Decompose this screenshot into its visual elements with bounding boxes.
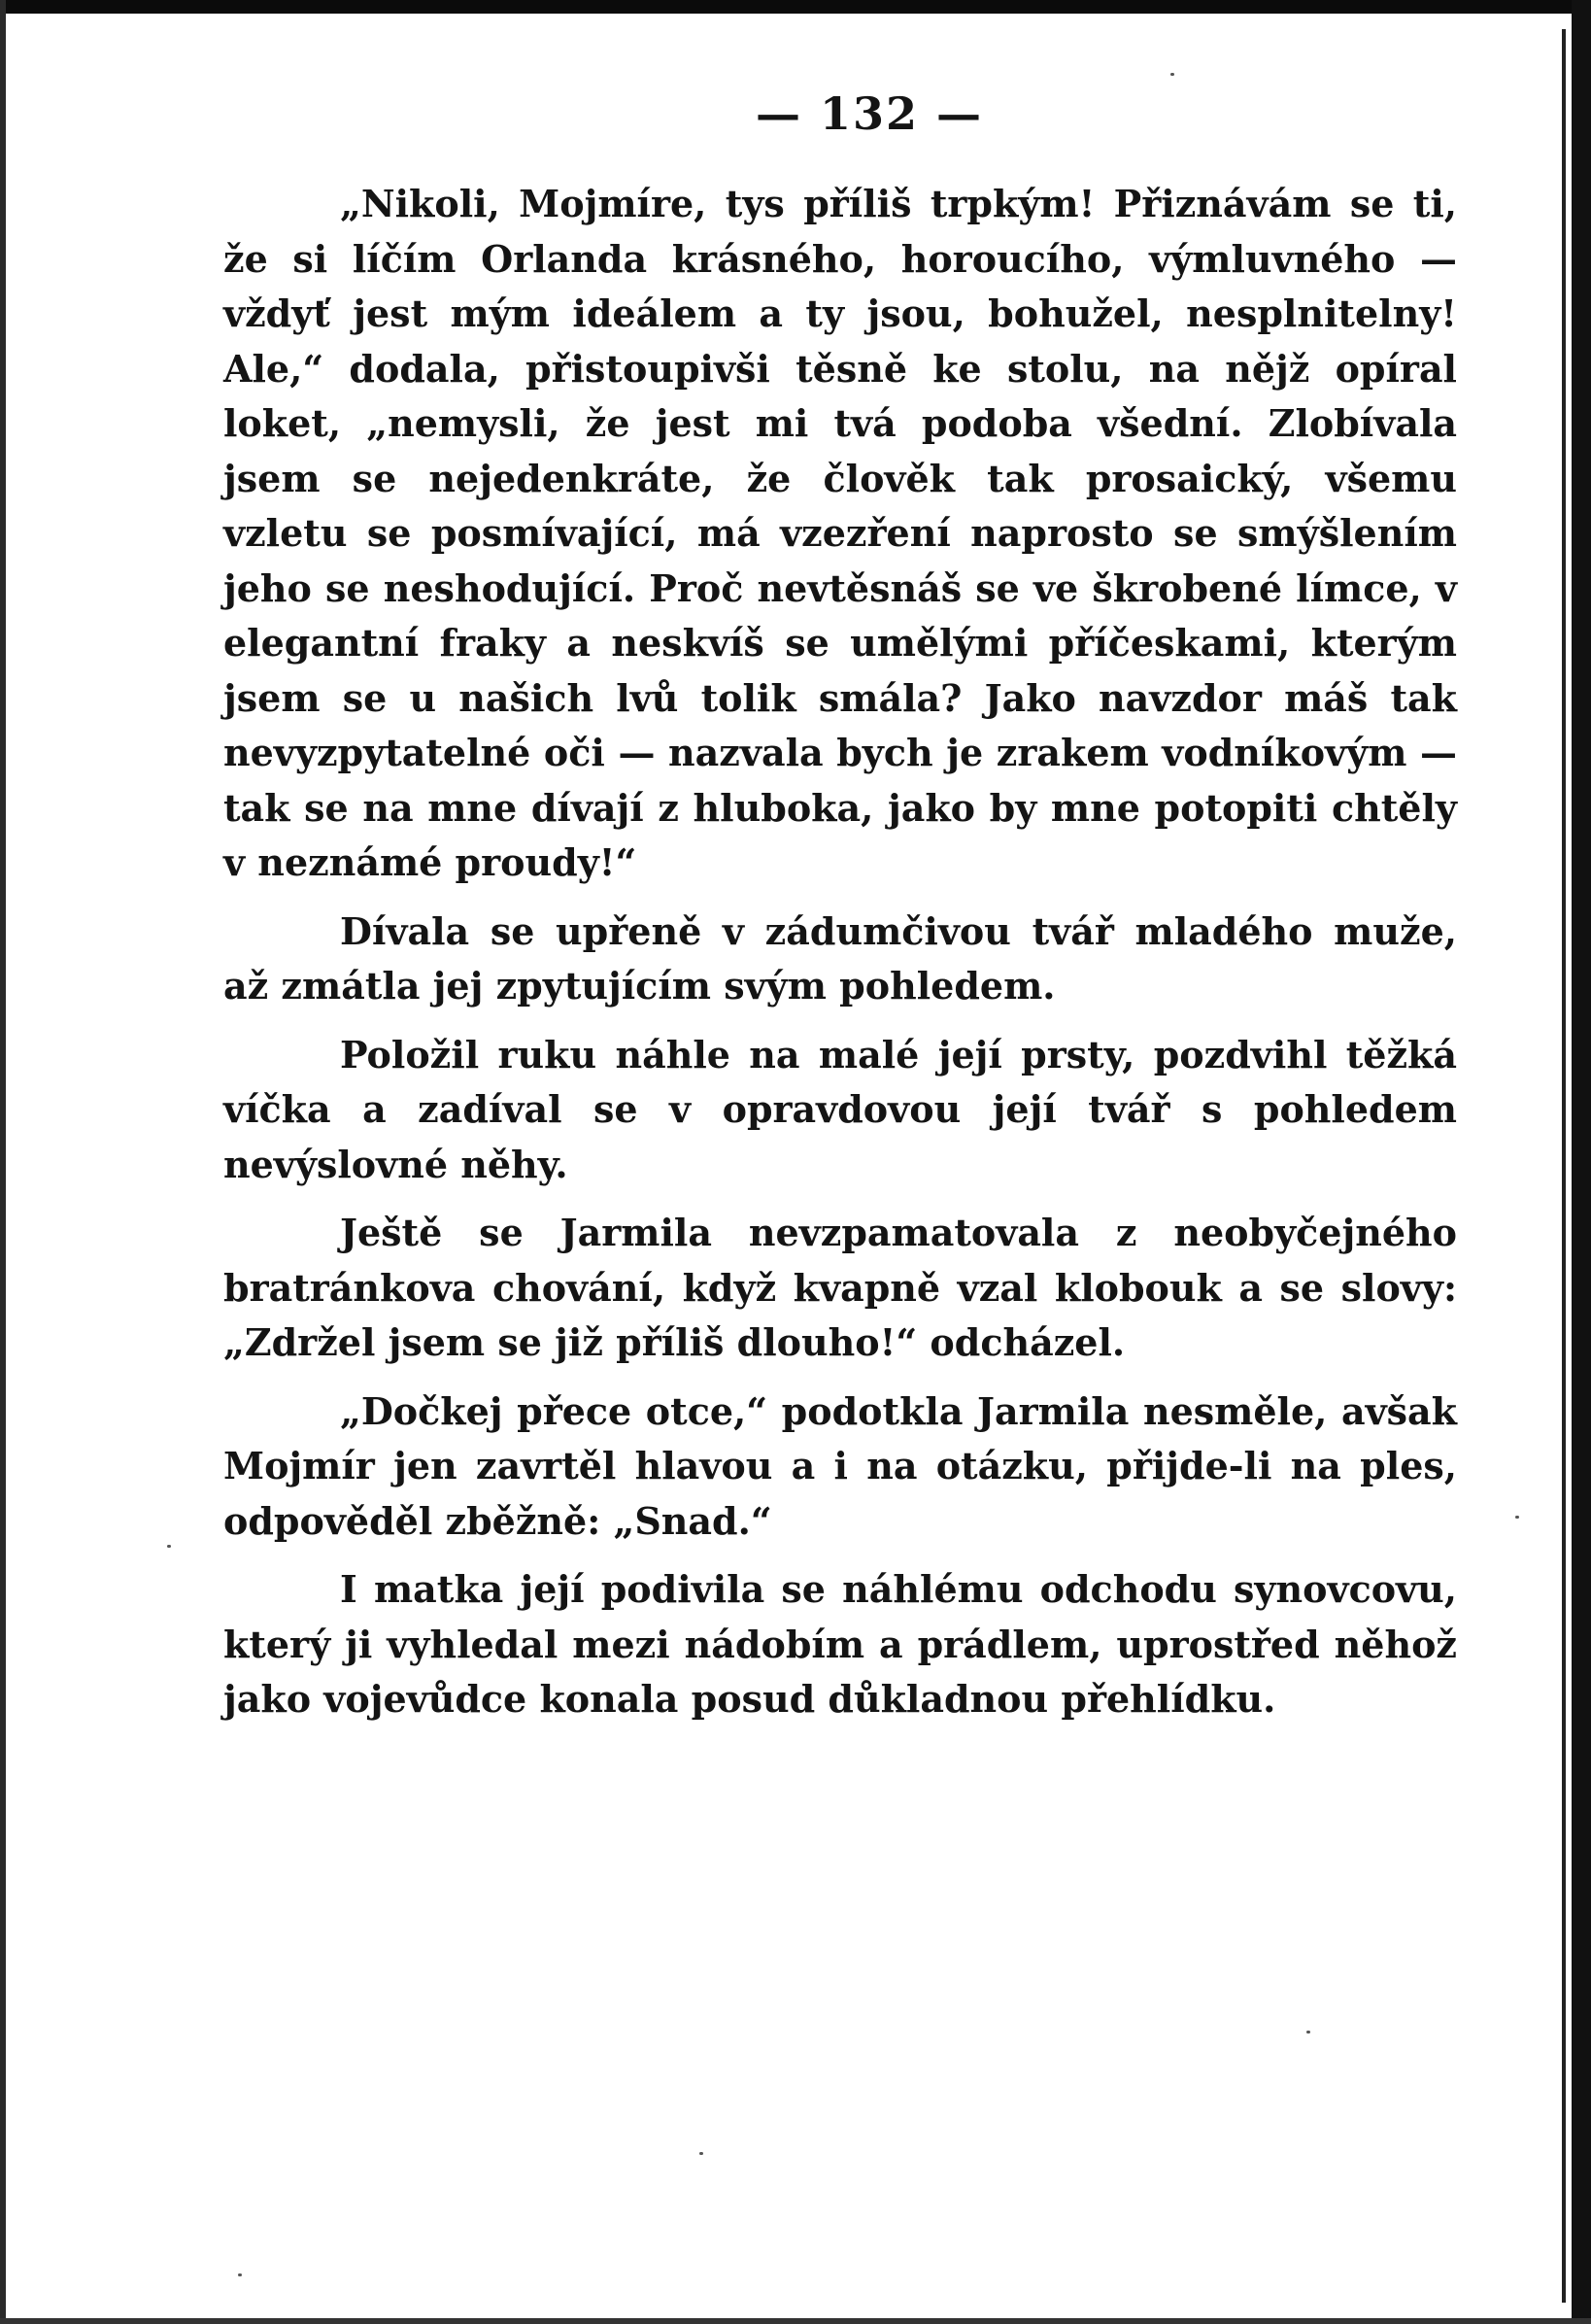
scan-border-left [0, 0, 6, 2324]
paragraph-1: „Nikoli, Mojmíre, tys příliš trpkým! Přiznávám se ti, že si líčím Orlanda krásného, horoucího, výmluvného — vždyť jest mým ideálem a ty jsou, bohužel, nesplnitelny! Ale,“ dodala, přistoupivši těsně ke stolu, na nějž opíral loket, „nemysli, že jest mi tvá podoba všední. Zlobívala jsem se nejedenkráte, že člověk tak prosaický, všemu vzletu se posmívající, má vzezření naprosto se smýšlením jeho se neshodující. Proč nevtěsnáš se ve škrobené límce, v elegantní fraky a neskvíš se umělými příčeskami, kterým jsem se u našich lvů tolik smála? Jako navzdor máš tak nevyzpytatelné oči — nazvala bych je zrakem vodníkovým — tak se na mne dívají z hluboka, jako by mne potopiti chtěly v neznámé proudy!“ [223, 182, 1457, 884]
paragraph-3: Položil ruku náhle na malé její prsty, pozdvihl těžká víčka a zadíval se v opravdovou její tvář s pohledem nevýslovné něhy. [223, 1032, 1457, 1186]
scan-speck [238, 2273, 242, 2276]
paragraph-5: „Dočkej přece otce,“ podotkla Jarmila nesměle, avšak Mojmír jen zavrtěl hlavou a i na otázku, přijde-li na ples, odpověděl zběžně: „Snad.“ [223, 1388, 1457, 1543]
paragraph-2: Dívala se upřeně v zádumčivou tvář mladého muže, až zmátla jej zpytujícím svým pohledem. [223, 908, 1457, 1008]
scan-border-bottom [0, 2318, 1591, 2324]
scan-border-top [0, 0, 1591, 14]
scan-speck [167, 1545, 171, 1548]
book-page [223, 87, 1457, 1741]
scan-speck [699, 2152, 703, 2155]
scan-speck [1306, 2031, 1310, 2034]
scan-border-right [1572, 0, 1591, 2324]
scan-speck [1515, 1516, 1519, 1519]
paragraph-6: I matka její podivila se náhlému odchodu synovcovu, který ji vyhledal mezi nádobím a prádlem, uprostřed něhož jako vojevůdce konala posud důkladnou přehlídku. [223, 1567, 1457, 1721]
scan-border-right-line [1562, 29, 1566, 2303]
page-number: — 132 — [755, 87, 984, 140]
scan-speck [1170, 73, 1174, 76]
paragraph-4: Ještě se Jarmila nevzpamatovala z neobyčejného bratránkova chování, když kvapně vzal klobouk a se slovy: „Zdržel jsem se již příliš dlouho!“ odcházel. [223, 1211, 1457, 1364]
